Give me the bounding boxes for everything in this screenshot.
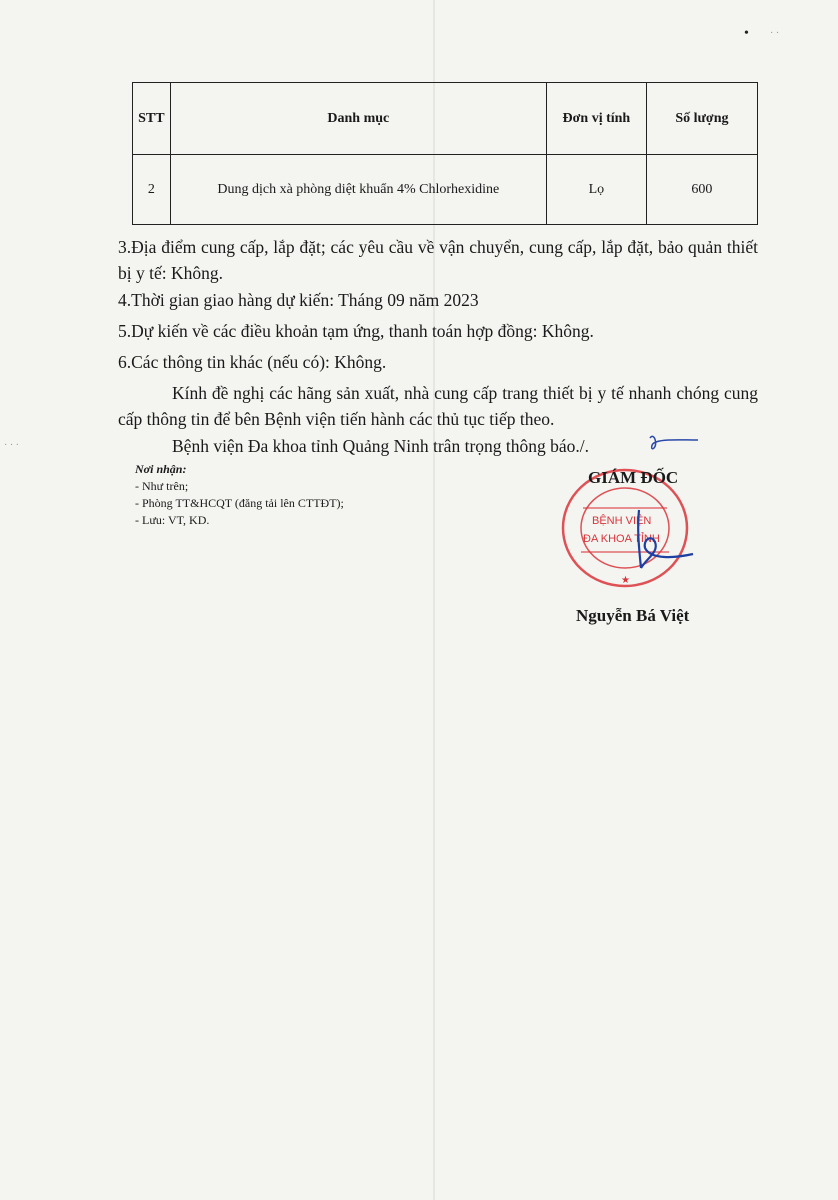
recipients-title: Nơi nhận: (135, 462, 187, 476)
seal-star-icon: ★ (621, 575, 630, 586)
paragraph-delivery-location: 3.Địa điểm cung cấp, lắp đặt; các yêu cầu về vận chuyển, cung cấp, lắp đặt, bảo quản thiết bị y tế: Không. (118, 237, 758, 283)
header-stt: STT (133, 83, 171, 155)
signatory-name: Nguyễn Bá Việt (576, 606, 690, 625)
seal-text-line2: ĐA KHOA TỈNH (583, 533, 660, 545)
paragraph-request: Kính đề nghị các hãng sản xuất, nhà cung cấp trang thiết bị y tế nhanh chóng cung cấp thông tin để bên Bệnh viện tiến hành các thủ tục tiếp theo. (118, 383, 758, 429)
table-row (133, 155, 758, 225)
scan-artifact-mark: • (744, 26, 749, 41)
paragraph-closing: Bệnh viện Đa khoa tỉnh Quảng Ninh trân trọng thông báo./. (172, 436, 590, 456)
cell-name: Dung dịch xà phòng diệt khuẩn 4% Chlorhexidine (170, 155, 546, 225)
items-table (132, 82, 758, 225)
cell-stt: 2 (133, 155, 171, 225)
initials-signature (646, 430, 706, 460)
header-name: Danh mục (170, 83, 546, 155)
recipient-item: - Như trên; (135, 479, 189, 493)
seal-text-line1: BỆNH VIỆN (592, 515, 652, 527)
signature-title: GIÁM ĐỐC (588, 468, 679, 487)
table-header-row (133, 83, 758, 155)
recipient-item: - Phòng TT&HCQT (đăng tải lên CTTĐT); (135, 496, 344, 510)
paragraph-other-info: 6.Các thông tin khác (nếu có): Không. (118, 352, 387, 372)
cell-quantity: 600 (646, 155, 757, 225)
recipient-item: - Lưu: VT, KD. (135, 513, 210, 527)
scan-artifact-dots: · · (770, 28, 780, 39)
paragraph-payment-terms: 5.Dự kiến về các điều khoản tạm ứng, thanh toán hợp đồng: Không. (118, 321, 594, 341)
header-unit: Đơn vị tính (546, 83, 646, 155)
paragraph-delivery-time: 4.Thời gian giao hàng dự kiến: Tháng 09 năm 2023 (118, 290, 479, 310)
scan-artifact-left: · · · (4, 440, 19, 451)
recipients-block (135, 461, 344, 529)
cell-unit: Lọ (546, 155, 646, 225)
header-quantity: Số lượng (646, 83, 757, 155)
